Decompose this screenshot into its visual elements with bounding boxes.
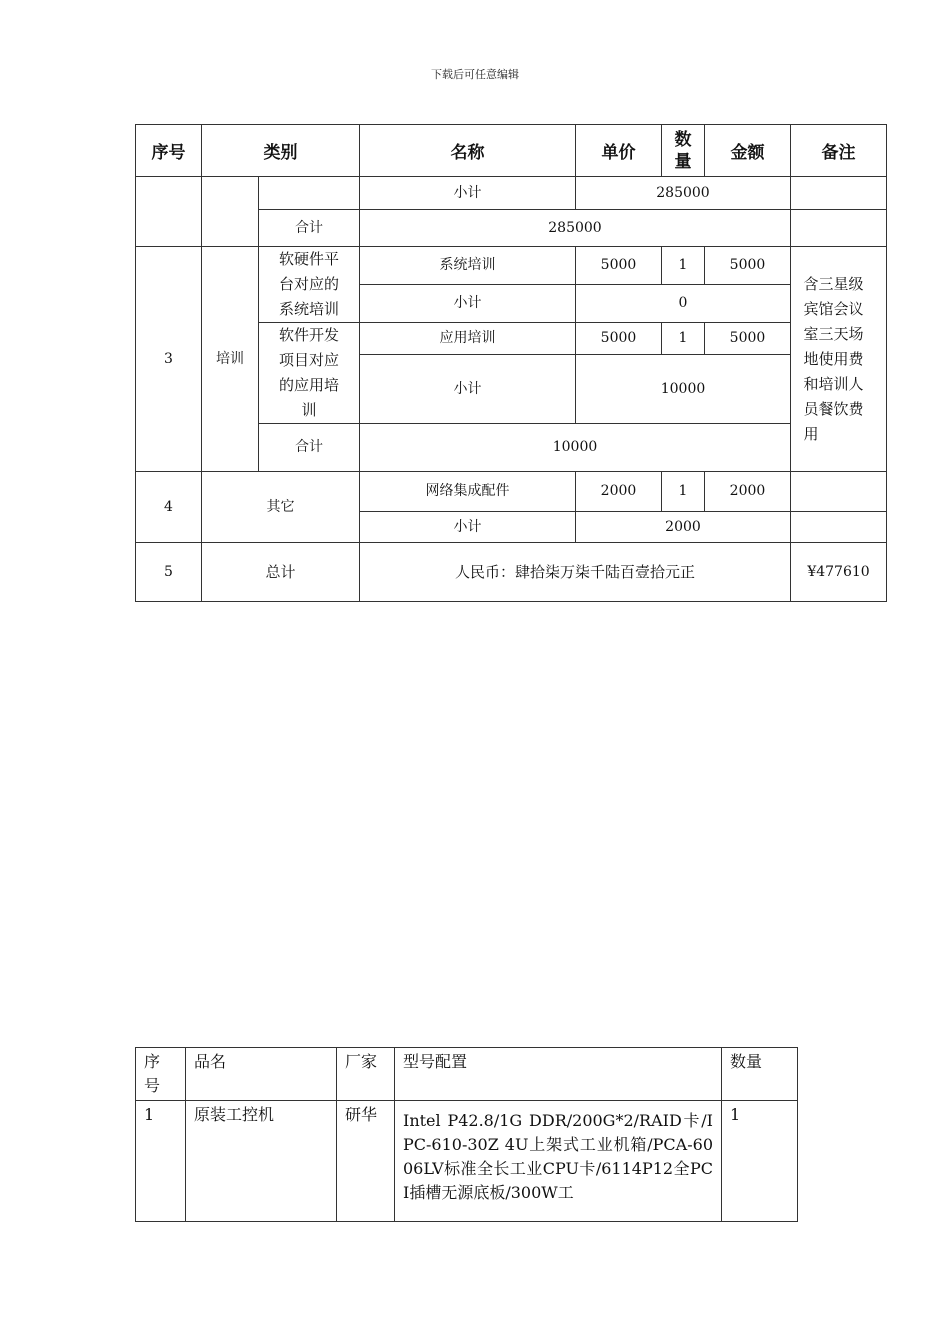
header-remark: 备注 (791, 125, 887, 177)
training-total-label: 合计 (259, 424, 360, 472)
grand-words: 人民币：肆拾柒万柒千陆百壹拾元正 (360, 543, 791, 602)
training-item1-qty: 1 (662, 247, 705, 285)
grand-total-row (136, 543, 887, 602)
budget-header-row (136, 125, 887, 177)
header-note: 下载后可任意编辑 (431, 68, 519, 81)
eq-row-seq: 1 (136, 1101, 186, 1222)
training-subtotal2-value: 10000 (576, 355, 791, 424)
eq-row-model-cell (395, 1101, 722, 1222)
header-qty-text: 数量 (674, 129, 692, 172)
eq-row-qty: 1 (722, 1101, 798, 1222)
training-item1-name: 系统培训 (360, 247, 576, 285)
equipment-header-row (136, 1048, 798, 1101)
eq-header-qty: 数量 (722, 1048, 798, 1101)
other-item-qty: 1 (662, 472, 705, 512)
header-amount: 金额 (705, 125, 791, 177)
top-sub-cell (259, 177, 360, 210)
top-subtotal-row (136, 177, 887, 210)
other-category: 其它 (202, 472, 360, 543)
top-subtotal-label: 小计 (360, 177, 576, 210)
other-seq: 4 (136, 472, 202, 543)
training-remark-text: 含三星级宾馆会议室三天场地使用费和培训人员餐饮费用 (803, 274, 864, 443)
training-subtotal2-label: 小计 (360, 355, 576, 424)
training-item2-amount: 5000 (705, 323, 791, 355)
other-remark-2 (791, 512, 887, 543)
training-subtotal1-label: 小计 (360, 285, 576, 323)
grand-seq: 5 (136, 543, 202, 602)
eq-header-product: 品名 (186, 1048, 337, 1101)
training-item1-row (136, 247, 887, 285)
grand-category: 总计 (202, 543, 360, 602)
other-subtotal-label: 小计 (360, 512, 576, 543)
header-qty (662, 125, 705, 177)
header-category: 类别 (202, 125, 360, 177)
top-total-value: 285000 (360, 210, 791, 247)
eq-header-seq (136, 1048, 186, 1101)
other-remark-1 (791, 472, 887, 512)
training-total-value: 10000 (360, 424, 791, 472)
training-item2-name: 应用培训 (360, 323, 576, 355)
header-unit-price: 单价 (576, 125, 662, 177)
top-category-cell (202, 177, 259, 247)
training-subtotal1-value: 0 (576, 285, 791, 323)
training-item1-price: 5000 (576, 247, 662, 285)
other-item-amount: 2000 (705, 472, 791, 512)
eq-row-product: 原装工控机 (186, 1101, 337, 1222)
top-seq-cell (136, 177, 202, 247)
training-sub2 (259, 323, 360, 424)
training-item2-price: 5000 (576, 323, 662, 355)
eq-header-seq-text: 序号 (144, 1052, 161, 1095)
other-item-row (136, 472, 887, 512)
equipment-table (135, 1047, 798, 1222)
training-item2-qty: 1 (662, 323, 705, 355)
grand-amount: ¥477610 (791, 543, 887, 602)
training-sub1 (259, 247, 360, 323)
eq-row-model: Intel P42.8/1G DDR/200G*2/RAID卡/IPC-610-30Z 4U上架式工业机箱/PCA-6006LV标准全长工业CPU卡/6114P12全PCI插槽无源底板/300W工 (403, 1111, 713, 1202)
training-remark (791, 247, 887, 472)
header-seq: 序号 (136, 125, 202, 177)
training-seq: 3 (136, 247, 202, 472)
top-subtotal-value: 285000 (576, 177, 791, 210)
top-total-label: 合计 (259, 210, 360, 247)
other-item-price: 2000 (576, 472, 662, 512)
header-name: 名称 (360, 125, 576, 177)
other-subtotal-value: 2000 (576, 512, 791, 543)
other-item-name: 网络集成配件 (360, 472, 576, 512)
top-remark-2 (791, 210, 887, 247)
equipment-row (136, 1101, 798, 1222)
eq-row-maker: 研华 (337, 1101, 395, 1222)
eq-header-model: 型号配置 (395, 1048, 722, 1101)
budget-table (135, 124, 887, 602)
training-sub1-text: 软硬件平台对应的系统培训 (278, 250, 339, 318)
top-remark-1 (791, 177, 887, 210)
training-category: 培训 (202, 247, 259, 472)
eq-header-maker: 厂家 (337, 1048, 395, 1101)
training-sub2-text: 软件开发项目对应的应用培训 (278, 326, 339, 419)
training-item1-amount: 5000 (705, 247, 791, 285)
